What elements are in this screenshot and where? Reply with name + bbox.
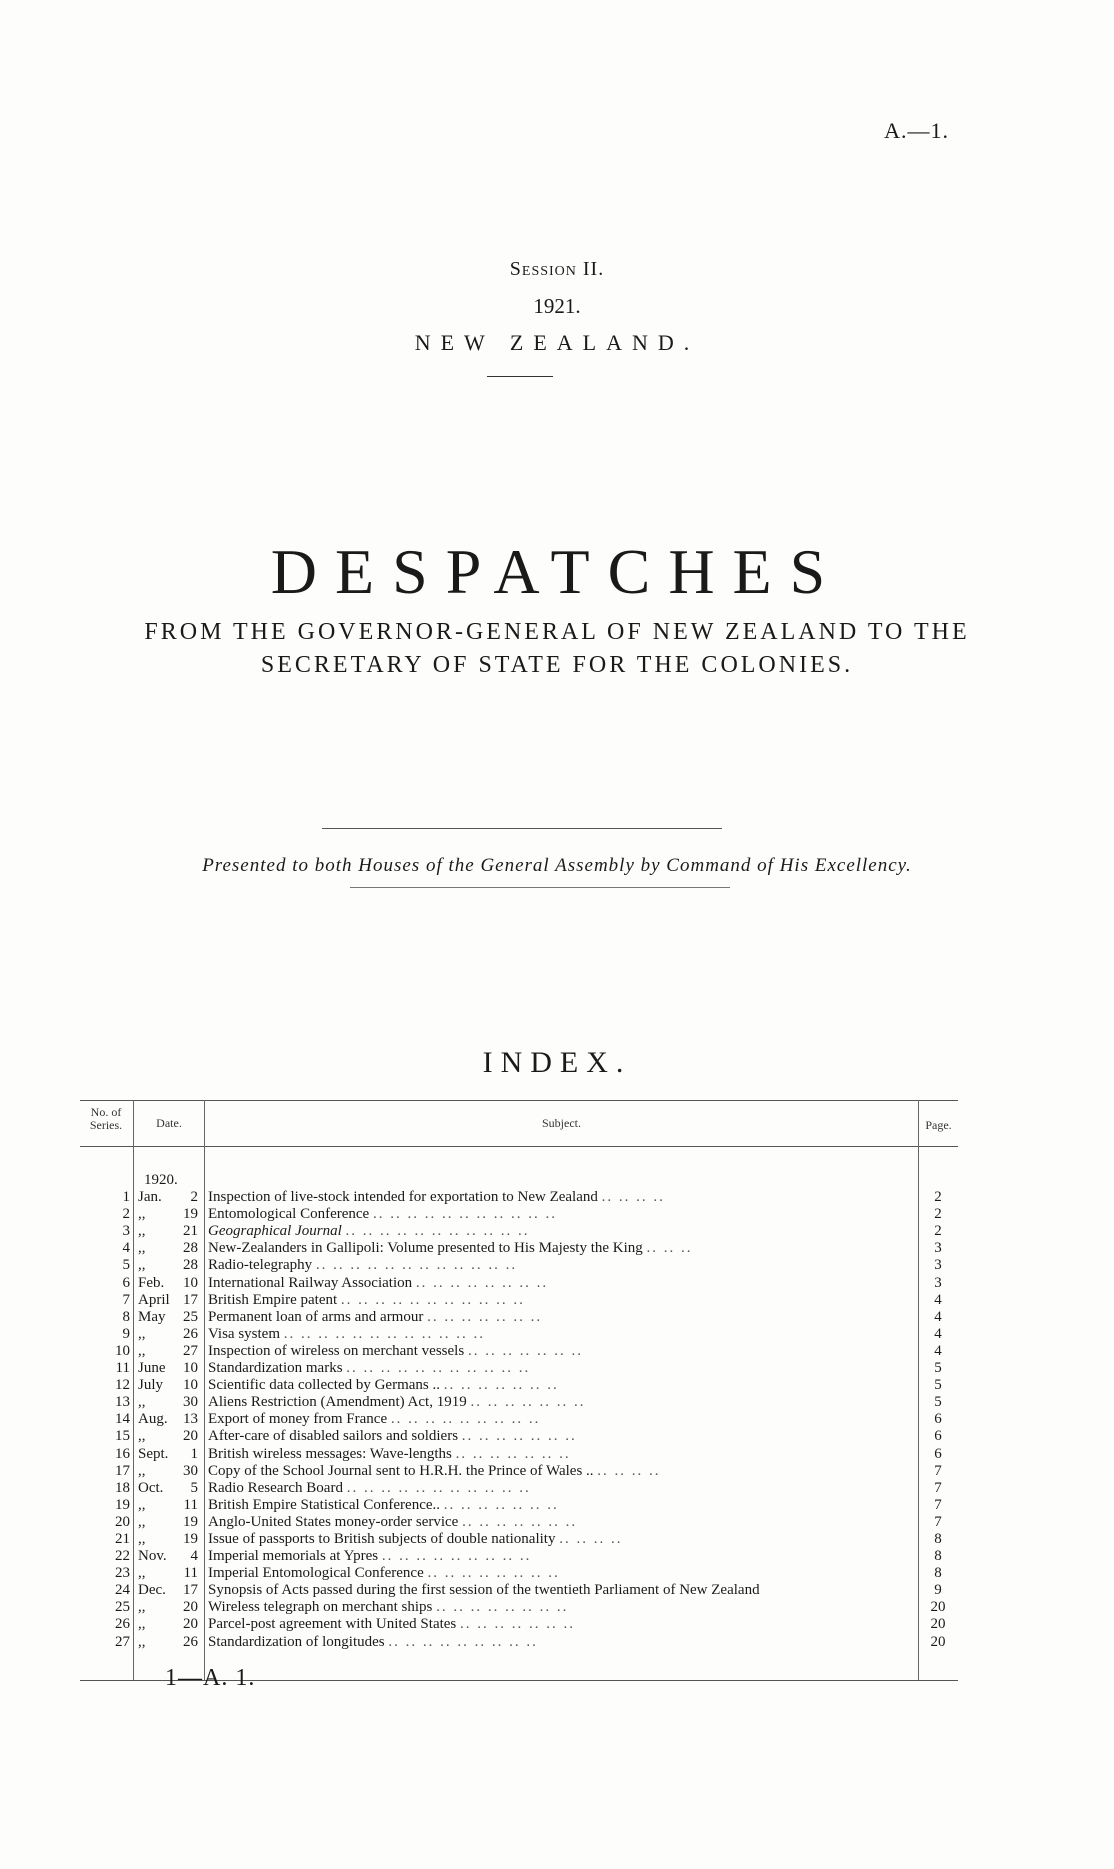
subject-text: Parcel-post agreement with United States [208,1616,457,1633]
subject-cell [208,1463,988,1480]
series-number: 22 [115,1548,130,1565]
page-number: 20 [930,1599,946,1616]
dot-leaders: .. .. .. .. [559,1530,623,1547]
document-subtitle [0,616,1114,682]
series-number: 19 [115,1496,130,1513]
subject-cell [208,1497,988,1514]
date-month: June [138,1360,166,1377]
date-day: 28 [183,1257,198,1274]
date-month: ,, [138,1462,146,1479]
table-row [80,1599,958,1616]
dot-leaders: .. .. .. .. .. .. .. .. .. .. .. [372,1206,557,1223]
subject-cell [208,1223,988,1240]
page-number: 2 [934,1189,942,1206]
table-row [80,1582,958,1599]
country-label: NEW ZEALAND. [414,330,700,355]
page-number: 20 [930,1616,946,1633]
table-row [80,1616,958,1633]
session-label: Session II. [509,258,605,280]
date-day: 10 [183,1274,198,1291]
date-day: 30 [183,1462,198,1479]
series-number: 5 [122,1257,130,1274]
date-day: 20 [183,1599,198,1616]
page-number: 5 [934,1394,942,1411]
date-month: ,, [138,1633,146,1650]
date-month: ,, [138,1257,146,1274]
page-number: 7 [934,1479,942,1496]
date-month: ,, [138,1565,146,1582]
presented-note: Presented to both Houses of the General Assembly by Command of His Excellency. [202,855,912,876]
page-number: 9 [934,1582,942,1599]
series-number: 17 [115,1462,130,1479]
series-number: 7 [122,1291,130,1308]
table-row [80,1531,958,1548]
subject-cell [208,1411,988,1428]
subject-cell [208,1514,988,1531]
dot-leaders: .. .. .. .. .. .. .. .. .. .. .. [340,1291,525,1308]
table-row [80,1343,958,1360]
subject-text: Imperial memorials at Ypres [208,1548,379,1565]
page-number: 4 [934,1342,942,1359]
document-title: DESPATCHES [270,536,844,607]
dot-leaders: .. .. .. .. .. .. .. .. [415,1274,549,1291]
date-month: ,, [138,1513,146,1530]
dot-leaders: .. .. .. .. .. .. .. .. [427,1565,560,1582]
subject-text: Standardization of longitudes [208,1633,385,1650]
subject-text: Copy of the School Journal sent to H.R.H. the Prince of Wales .. [208,1462,594,1479]
date-month: ,, [138,1206,146,1223]
subject-text: Issue of passports to British subjects of double nationality [208,1530,556,1547]
dot-leaders: .. .. .. .. .. .. .. [460,1616,576,1633]
date-day: 19 [183,1530,198,1547]
subject-cell [208,1394,988,1411]
dot-leaders: .. .. .. .. .. .. .. .. .. .. .. [345,1223,530,1240]
page-footer: 1—A. 1. [165,1665,256,1691]
dot-leaders: .. .. .. .. .. .. .. [462,1513,578,1530]
dot-leaders: .. .. .. .. .. .. .. .. .. .. .. .. [283,1325,486,1342]
date-month: ,, [138,1394,146,1411]
table-row [80,1548,958,1565]
index-title: INDEX. [482,1046,632,1079]
date-day: 26 [183,1633,198,1650]
subject-cell [208,1292,988,1309]
subject-text: Inspection of live-stock intended for exportation to New Zealand [208,1189,598,1206]
subject-text: Export of money from France [208,1411,388,1428]
subject-text: Imperial Entomological Conference [208,1565,424,1582]
series-number: 12 [115,1377,130,1394]
date-month: ,, [138,1496,146,1513]
subject-cell [208,1634,988,1651]
subject-text: British Empire patent [208,1291,338,1308]
table-row [80,1275,958,1292]
subject-cell [208,1548,988,1565]
date-day: 27 [183,1342,198,1359]
table-row [80,1377,958,1394]
subject-cell [208,1616,988,1633]
dot-leaders: .. .. .. .. .. .. .. .. .. .. .. [346,1479,531,1496]
dot-leaders: .. .. .. .. [601,1189,665,1206]
subject-cell [208,1343,988,1360]
subject-text: Visa system [208,1325,281,1342]
subtitle-line-1: FROM THE GOVERNOR-GENERAL OF NEW ZEALAND TO THE [144,619,970,645]
date-month: ,, [138,1342,146,1359]
page-number: 3 [934,1240,942,1257]
date-month: Aug. [138,1411,168,1428]
date-day: 10 [183,1377,198,1394]
date-day: 13 [183,1411,198,1428]
series-number: 9 [122,1325,130,1342]
table-row [80,1292,958,1309]
page-number: 5 [934,1377,942,1394]
subject-cell [208,1240,988,1257]
date-day: 28 [183,1240,198,1257]
subject-text: Permanent loan of arms and armour [208,1308,424,1325]
subject-text: Scientific data collected by Germans .. [208,1377,440,1394]
date-month: April [138,1291,170,1308]
page-number: 8 [934,1530,942,1547]
table-row [80,1360,958,1377]
header-date: Date. [156,1116,182,1130]
subject-cell [208,1599,988,1616]
series-number: 6 [122,1274,130,1291]
subject-text: Standardization marks [208,1360,343,1377]
table-row [80,1428,958,1445]
dot-leaders: .. .. .. .. .. .. .. [461,1428,577,1445]
series-number: 8 [122,1308,130,1325]
subject-text: British Empire Statistical Conference.. [208,1496,441,1513]
dot-leaders: .. .. .. .. .. .. .. [427,1308,543,1325]
series-number: 15 [115,1428,130,1445]
table-row [80,1257,958,1274]
subject-text: Inspection of wireless on merchant vessels [208,1342,465,1359]
date-month: ,, [138,1428,146,1445]
index-table [80,1100,958,1680]
series-number: 2 [122,1206,130,1223]
subject-text: Radio Research Board [208,1479,343,1496]
page-number: 3 [934,1274,942,1291]
year-row [80,1172,958,1189]
date-month: ,, [138,1223,146,1240]
table-row [80,1309,958,1326]
page-number: 4 [934,1308,942,1325]
series-number: 21 [115,1530,130,1547]
dot-leaders: .. .. .. .. .. .. .. [443,1496,559,1513]
subject-text: Aliens Restriction (Amendment) Act, 1919 [208,1394,467,1411]
page-number: 7 [934,1513,942,1530]
table-row [80,1480,958,1497]
table-header-rule [80,1146,958,1147]
page-number: 6 [934,1445,942,1462]
series-number: 26 [115,1616,130,1633]
divider [487,376,553,377]
series-number: 14 [115,1411,130,1428]
series-number: 16 [115,1445,130,1462]
date-month: Jan. [138,1189,162,1206]
date-month: ,, [138,1325,146,1342]
dot-leaders: .. .. .. .. .. .. .. [467,1342,583,1359]
subject-cell [208,1582,988,1599]
date-month: ,, [138,1240,146,1257]
subject-text: International Railway Association [208,1274,413,1291]
subject-cell [208,1360,988,1377]
subject-text: Geographical Journal [208,1223,342,1240]
page-number: 4 [934,1325,942,1342]
date-month: Oct. [138,1479,164,1496]
date-day: 20 [183,1428,198,1445]
table-row [80,1240,958,1257]
series-number: 24 [115,1582,130,1599]
subject-cell [208,1206,988,1223]
table-row [80,1206,958,1223]
page-number: 6 [934,1411,942,1428]
subject-cell [208,1257,988,1274]
subject-cell [208,1446,988,1463]
header-no: No. of Series. [89,1105,123,1132]
table-row [80,1411,958,1428]
date-month: ,, [138,1530,146,1547]
date-day: 2 [190,1189,198,1206]
header-subject: Subject. [542,1116,581,1130]
date-day: 30 [183,1394,198,1411]
table-row [80,1514,958,1531]
table-row [80,1446,958,1463]
subject-text: British wireless messages: Wave-lengths [208,1445,452,1462]
dot-leaders: .. .. .. .. .. .. .. .. .. .. .. .. [315,1257,518,1274]
dot-leaders: .. .. .. .. [597,1462,661,1479]
subject-text: Entomological Conference [208,1206,370,1223]
date-month: May [138,1308,166,1325]
series-number: 20 [115,1513,130,1530]
date-month: Dec. [138,1582,166,1599]
date-month: Sept. [138,1445,169,1462]
table-row [80,1497,958,1514]
dot-leaders: .. .. .. .. .. .. .. .. [436,1599,569,1616]
dot-leaders: .. .. .. [646,1240,693,1257]
date-month: July [138,1377,164,1394]
subject-text: Radio-telegraphy [208,1257,313,1274]
date-day: 21 [183,1223,198,1240]
date-day: 5 [190,1479,198,1496]
page-number: 8 [934,1565,942,1582]
subject-text: Synopsis of Acts passed during the first session of the twentieth Parliament of New Zealand [208,1582,760,1599]
dot-leaders: .. .. .. .. .. .. .. [455,1445,571,1462]
subject-cell [208,1275,988,1292]
series-number: 3 [122,1223,130,1240]
date-day: 4 [190,1548,198,1565]
date-day: 19 [183,1206,198,1223]
page-number: 2 [934,1206,942,1223]
series-number: 10 [115,1342,130,1359]
page-number: 7 [934,1462,942,1479]
subject-cell [208,1189,988,1206]
subject-cell [208,1326,988,1343]
table-row [80,1634,958,1651]
series-number: 25 [115,1599,130,1616]
subject-cell [208,1531,988,1548]
subject-cell [208,1428,988,1445]
page-number: 6 [934,1428,942,1445]
date-day: 10 [183,1360,198,1377]
page-number: 3 [934,1257,942,1274]
subject-cell [208,1309,988,1326]
subject-text: After-care of disabled sailors and soldiers [208,1428,459,1445]
divider [322,828,722,829]
dot-leaders: .. .. .. .. .. .. .. [443,1377,559,1394]
page-number: 7 [934,1496,942,1513]
series-number: 23 [115,1565,130,1582]
series-number: 11 [115,1360,130,1377]
divider [350,887,730,888]
subject-cell [208,1377,988,1394]
date-day: 11 [183,1565,198,1582]
date-day: 11 [183,1496,198,1513]
subtitle-line-2: SECRETARY OF STATE FOR THE COLONIES. [260,652,854,678]
date-day: 26 [183,1325,198,1342]
date-day: 19 [183,1513,198,1530]
subject-cell [208,1480,988,1497]
index-rows [80,1172,958,1651]
date-day: 20 [183,1616,198,1633]
year-cell: 1920. [144,1172,178,1188]
subject-cell [208,1565,988,1582]
dot-leaders: .. .. .. .. .. .. .. .. .. [388,1633,538,1650]
dot-leaders: .. .. .. .. .. .. .. [470,1394,586,1411]
header-page: Page. [925,1118,952,1132]
document-reference: A.—1. [884,118,949,143]
subject-text: Wireless telegraph on merchant ships [208,1599,433,1616]
page-number: 20 [930,1633,946,1650]
series-number: 1 [122,1189,130,1206]
date-day: 1 [190,1445,198,1462]
date-day: 17 [183,1582,198,1599]
date-month: Nov. [138,1548,167,1565]
series-number: 18 [115,1479,130,1496]
table-row [80,1326,958,1343]
year-label: 1921. [533,294,581,318]
table-row [80,1565,958,1582]
page-number: 8 [934,1548,942,1565]
date-day: 25 [183,1308,198,1325]
series-number: 4 [122,1240,130,1257]
series-number: 13 [115,1394,130,1411]
dot-leaders: .. .. .. .. .. .. .. .. .. .. .. [346,1360,531,1377]
dot-leaders: .. .. .. .. .. .. .. .. .. [381,1548,532,1565]
table-row [80,1189,958,1206]
page-number: 4 [934,1291,942,1308]
date-month: ,, [138,1616,146,1633]
subject-text: New-Zealanders in Gallipoli: Volume presented to His Majesty the King [208,1240,643,1257]
table-row [80,1394,958,1411]
table-row [80,1223,958,1240]
series-number: 27 [115,1633,130,1650]
date-month: Feb. [138,1274,165,1291]
date-day: 17 [183,1291,198,1308]
date-month: ,, [138,1599,146,1616]
page-number: 5 [934,1360,942,1377]
table-row [80,1463,958,1480]
subject-text: Anglo-United States money-order service [208,1513,459,1530]
table-top-rule [80,1100,958,1101]
page-number: 2 [934,1223,942,1240]
dot-leaders: .. .. .. .. .. .. .. .. .. [390,1411,541,1428]
